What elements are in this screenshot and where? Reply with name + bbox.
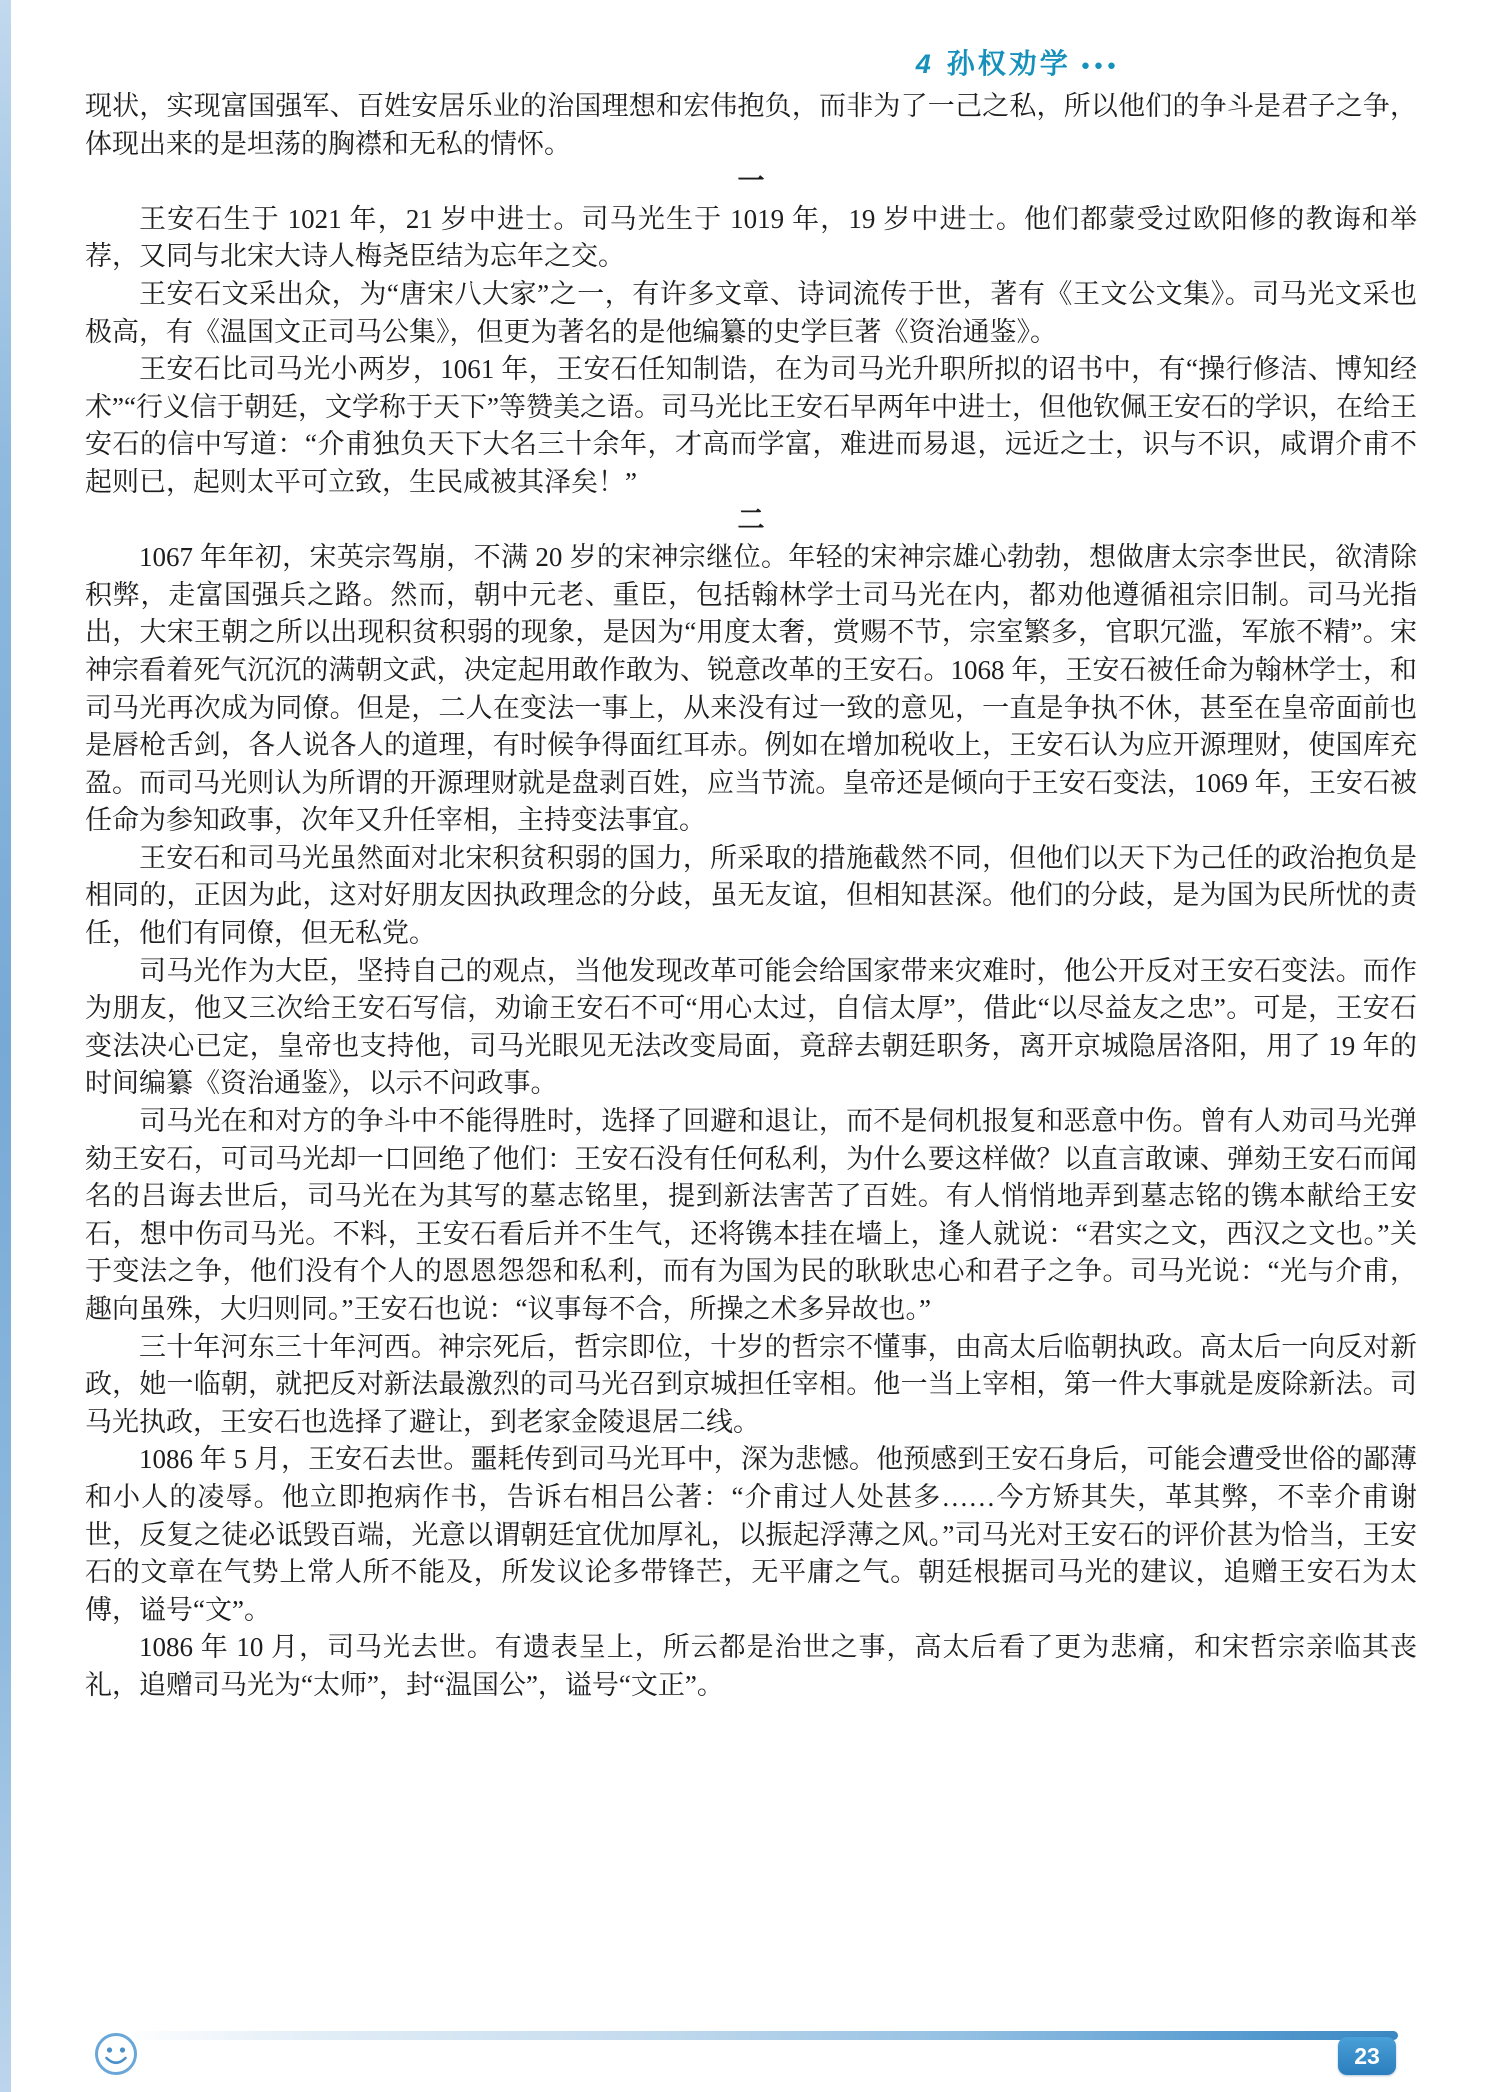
smiley-face-svg — [92, 2030, 140, 2078]
paragraph: 1086 年 10 月，司马光去世。有遗表呈上，所云都是治世之事，高太后看了更为悲痛，和宋哲宗亲临其丧礼，追赠司马光为“太师”，封“温国公”，谥号“文正”。 — [85, 1632, 1417, 1700]
page-number-badge — [1338, 2037, 1396, 2075]
paragraph: 现状，实现富国强军、百姓安居乐业的治国理想和宏伟抱负，而非为了一己之私，所以他们的争斗是君子之争，体现出来的是坦荡的胸襟和无私的情怀。 — [85, 91, 1417, 159]
content — [85, 88, 1417, 1705]
section-divider: 二 — [737, 504, 765, 535]
smiley-face-icon — [92, 2030, 140, 2078]
footer-divider-bar — [132, 2031, 1398, 2040]
paragraph: 司马光作为大臣，坚持自己的观点，当他发现改革可能会给国家带来灾难时，他公开反对王安石变法。而作为朋友，他又三次给王安石写信，劝谕王安石不可“用心太过，自信太厚”，借此“以尽益友之忠”。可是，王安石变法决心已定，皇帝也支持他，司马光眼见无法改变局面，竟辞去朝廷职务，离开京城隐居洛阳，用了 19 年的时间编纂《资治通鉴》，以示不问政事。 — [85, 955, 1417, 1099]
chapter-header — [0, 42, 1120, 82]
paragraph: 1086 年 5 月，王安石去世。噩耗传到司马光耳中，深为悲憾。他预感到王安石身后，可能会遭受世俗的鄙薄和小人的凌辱。他立即抱病作书，告诉右相吕公著：“介甫过人处甚多……今方矫其失，革其弊，不幸介甫谢世，反复之徒必诋毁百端，光意以谓朝廷宜优加厚礼，以振起浮薄之风。”司马光对王安石的评价甚为恰当，王安石的文章在气势上常人所不能及，所发议论多带锋芒，无平庸之气。朝廷根据司马光的建议，追赠王安石为太傅，谥号“文”。 — [85, 1444, 1417, 1625]
chapter-number: 4 — [915, 49, 931, 79]
page-edge-strip — [0, 0, 11, 2092]
paragraph: 司马光在和对方的争斗中不能得胜时，选择了回避和退让，而不是伺机报复和恶意中伤。曾有人劝司马光弹劾王安石，可司马光却一口回绝了他们：王安石没有任何私利，为什么要这样做？以直言敢谏、弹劾王安石而闻名的吕诲去世后，司马光在为其写的墓志铭里，提到新法害苦了百姓。有人悄悄地弄到墓志铭的镌本献给王安石，想中伤司马光。不料，王安石看后并不生气，还将镌本挂在墙上，逢人就说：“君实之文，西汉之文也。”关于变法之争，他们没有个人的恩恩怨怨和私利，而有为国为民的耿耿忠心和君子之争。司马光说：“光与介甫，趣向虽殊，大归则同。”王安石也说：“议事每不合，所操之术多异故也。” — [85, 1106, 1417, 1324]
paragraph: 三十年河东三十年河西。神宗死后，哲宗即位，十岁的哲宗不懂事，由高太后临朝执政。高太后一向反对新政，她一临朝，就把反对新法最激烈的司马光召到京城担任宰相。他一当上宰相，第一件大事就是废除新法。司马光执政，王安石也选择了避让，到老家金陵退居二线。 — [85, 1331, 1417, 1437]
chapter-dots-icon: ●●● — [1080, 57, 1120, 74]
chapter-title: 孙权劝学 — [946, 48, 1071, 79]
section-divider: 一 — [737, 166, 765, 197]
page-number: 23 — [1354, 2042, 1380, 2069]
paragraph: 1067 年年初，宋英宗驾崩，不满 20 岁的宋神宗继位。年轻的宋神宗雄心勃勃，想做唐太宗李世民，欲清除积弊，走富国强兵之路。然而，朝中元老、重臣，包括翰林学士司马光在内，都劝他遵循祖宗旧制。司马光指出，大宋王朝之所以出现积贫积弱的现象，是因为“用度太奢，赏赐不节，宗室繁多，官职冗滥，军旅不精”。宋神宗看着死气沉沉的满朝文武，决定起用敢作敢为、锐意改革的王安石。1068 年，王安石被任命为翰林学士，和司马光再次成为同僚。但是，二人在变法一事上，从来没有过一致的意见，一直是争执不休，甚至在皇帝面前也是唇枪舌剑，各人说各人的道理，有时候争得面红耳赤。例如在增加税收上，王安石认为应开源理财，使国库充盈。而司马光则认为所谓的开源理财就是盘剥百姓，应当节流。皇帝还是倾向于王安石变法，1069 年，王安石被任命为参知政事，次年又升任宰相，主持变法事宜。 — [85, 542, 1417, 836]
paragraph: 王安石文采出众，为“唐宋八大家”之一，有许多文章、诗词流传于世，著有《王文公文集》。司马光文采也极高，有《温国文正司马公集》，但更为著名的是他编纂的史学巨著《资治通鉴》。 — [85, 278, 1417, 347]
paragraph: 王安石和司马光虽然面对北宋积贫积弱的国力，所采取的措施截然不同，但他们以天下为己任的政治抱负是相同的，正因为此，这对好朋友因执政理念的分歧，虽无友谊，但相知甚深。他们的分歧，是为国为民所忧的责任，他们有同僚，但无私党。 — [85, 842, 1417, 949]
paragraph: 王安石生于 1021 年，21 岁中进士。司马光生于 1019 年，19 岁中进士。他们都蒙受过欧阳修的教诲和举荐，又同与北宋大诗人梅尧臣结为忘年之交。 — [85, 203, 1417, 272]
paragraph: 王安石比司马光小两岁，1061 年，王安石任知制诰，在为司马光升职所拟的诏书中，有“操行修洁、博知经术”“行义信于朝廷，文学称于天下”等赞美之语。司马光比王安石早两年中进士，但他钦佩王安石的学识，在给王安石的信中写道：“介甫独负天下大名三十余年，才高而学富，难进而易退，远近之士，识与不识，咸谓介甫不起则已，起则太平可立致，生民咸被其泽矣！” — [85, 354, 1417, 497]
